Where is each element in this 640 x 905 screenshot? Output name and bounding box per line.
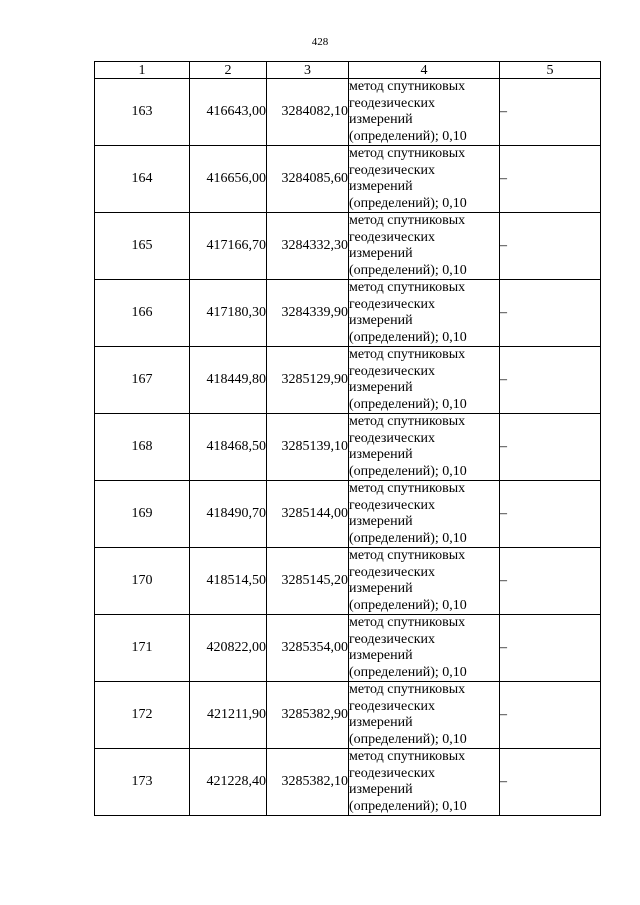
- method-cell: [349, 146, 500, 213]
- method-text-line: измерений: [349, 179, 413, 194]
- method-text-line: измерений: [349, 782, 413, 797]
- point-number-cell: 167: [95, 347, 190, 414]
- note-cell: –: [500, 146, 601, 213]
- method-text-line: (определений); 0,10: [349, 329, 467, 345]
- method-text-line: метод спутниковых: [349, 615, 466, 630]
- x-coordinate-cell: 418514,50: [190, 548, 267, 615]
- column-header-4: 4: [349, 62, 500, 79]
- page-number: 428: [311, 36, 329, 48]
- note-cell: –: [500, 414, 601, 481]
- table-row: [95, 213, 601, 280]
- x-coordinate-cell: 418449,80: [190, 347, 267, 414]
- point-number-cell: 171: [95, 615, 190, 682]
- method-text-line: метод спутниковых: [349, 414, 466, 429]
- note-cell: –: [500, 280, 601, 347]
- method-text-line: метод спутниковых: [349, 548, 466, 563]
- table-row: [95, 548, 601, 615]
- y-coordinate-cell: 3285382,10: [267, 749, 349, 816]
- method-cell: [349, 79, 500, 146]
- note-cell: –: [500, 548, 601, 615]
- column-header-2: 2: [190, 62, 267, 79]
- y-coordinate-cell: 3285354,00: [267, 615, 349, 682]
- method-text-line: геодезических: [349, 497, 436, 513]
- method-text-line: (определений); 0,10: [349, 463, 467, 479]
- y-coordinate-cell: 3285382,90: [267, 682, 349, 749]
- point-number-cell: 163: [95, 79, 190, 146]
- method-text-line: (определений); 0,10: [349, 664, 467, 680]
- method-text-line: геодезических: [349, 229, 436, 245]
- note-cell: –: [500, 749, 601, 816]
- method-text-line: (определений); 0,10: [349, 195, 467, 211]
- x-coordinate-cell: 416643,00: [190, 79, 267, 146]
- method-text-line: (определений); 0,10: [349, 597, 467, 613]
- x-coordinate-cell: 418468,50: [190, 414, 267, 481]
- table-row: [95, 414, 601, 481]
- table-row: [95, 347, 601, 414]
- x-coordinate-cell: 417166,70: [190, 213, 267, 280]
- method-text-line: измерений: [349, 648, 413, 663]
- x-coordinate-cell: 420822,00: [190, 615, 267, 682]
- x-coordinate-cell: 416656,00: [190, 146, 267, 213]
- method-cell: [349, 548, 500, 615]
- y-coordinate-cell: 3285129,90: [267, 347, 349, 414]
- method-cell: [349, 280, 500, 347]
- method-text-line: геодезических: [349, 162, 436, 178]
- method-text-line: геодезических: [349, 765, 436, 781]
- method-text-line: (определений); 0,10: [349, 530, 467, 546]
- method-text-line: измерений: [349, 715, 413, 730]
- note-cell: –: [500, 615, 601, 682]
- method-text-line: геодезических: [349, 296, 436, 312]
- point-number-cell: 165: [95, 213, 190, 280]
- point-number-cell: 164: [95, 146, 190, 213]
- method-cell: [349, 682, 500, 749]
- point-number-cell: 173: [95, 749, 190, 816]
- point-number-cell: 169: [95, 481, 190, 548]
- method-text-line: метод спутниковых: [349, 749, 466, 764]
- method-text-line: (определений); 0,10: [349, 128, 467, 144]
- table-row: [95, 146, 601, 213]
- point-number-cell: 172: [95, 682, 190, 749]
- y-coordinate-cell: 3284082,10: [267, 79, 349, 146]
- method-text-line: измерений: [349, 246, 413, 261]
- method-cell: [349, 347, 500, 414]
- method-text-line: измерений: [349, 313, 413, 328]
- method-text-line: геодезических: [349, 430, 436, 446]
- method-text-line: (определений); 0,10: [349, 396, 467, 412]
- point-number-cell: 170: [95, 548, 190, 615]
- column-header-5: 5: [500, 62, 601, 79]
- method-cell: [349, 213, 500, 280]
- table-row: [95, 682, 601, 749]
- column-header-3: 3: [267, 62, 349, 79]
- note-cell: –: [500, 213, 601, 280]
- method-text-line: измерений: [349, 112, 413, 127]
- table-row: [95, 481, 601, 548]
- method-text-line: геодезических: [349, 564, 436, 580]
- y-coordinate-cell: 3284332,30: [267, 213, 349, 280]
- method-text-line: метод спутниковых: [349, 682, 466, 697]
- method-cell: [349, 615, 500, 682]
- x-coordinate-cell: 421228,40: [190, 749, 267, 816]
- y-coordinate-cell: 3284085,60: [267, 146, 349, 213]
- method-text-line: измерений: [349, 380, 413, 395]
- coordinates-table: [94, 61, 601, 816]
- point-number-cell: 168: [95, 414, 190, 481]
- table-row: [95, 79, 601, 146]
- method-text-line: метод спутниковых: [349, 79, 466, 94]
- x-coordinate-cell: 421211,90: [190, 682, 267, 749]
- method-text-line: (определений); 0,10: [349, 798, 467, 814]
- method-text-line: измерений: [349, 514, 413, 529]
- y-coordinate-cell: 3285144,00: [267, 481, 349, 548]
- y-coordinate-cell: 3285145,20: [267, 548, 349, 615]
- method-text-line: метод спутниковых: [349, 347, 466, 362]
- note-cell: –: [500, 347, 601, 414]
- y-coordinate-cell: 3284339,90: [267, 280, 349, 347]
- method-text-line: геодезических: [349, 95, 436, 111]
- x-coordinate-cell: 418490,70: [190, 481, 267, 548]
- note-cell: –: [500, 682, 601, 749]
- note-cell: –: [500, 481, 601, 548]
- x-coordinate-cell: 417180,30: [190, 280, 267, 347]
- point-number-cell: 166: [95, 280, 190, 347]
- method-text-line: измерений: [349, 447, 413, 462]
- method-cell: [349, 414, 500, 481]
- method-text-line: метод спутниковых: [349, 481, 466, 496]
- method-text-line: метод спутниковых: [349, 213, 466, 228]
- table-header-row: [95, 62, 601, 79]
- method-text-line: геодезических: [349, 631, 436, 647]
- table-row: [95, 280, 601, 347]
- method-text-line: метод спутниковых: [349, 146, 466, 161]
- note-cell: –: [500, 79, 601, 146]
- method-text-line: измерений: [349, 581, 413, 596]
- method-text-line: метод спутниковых: [349, 280, 466, 295]
- method-cell: [349, 749, 500, 816]
- table-body: [95, 79, 601, 816]
- method-text-line: (определений); 0,10: [349, 731, 467, 747]
- column-header-1: 1: [95, 62, 190, 79]
- method-text-line: (определений); 0,10: [349, 262, 467, 278]
- method-text-line: геодезических: [349, 363, 436, 379]
- method-text-line: геодезических: [349, 698, 436, 714]
- table-row: [95, 615, 601, 682]
- method-cell: [349, 481, 500, 548]
- table-row: [95, 749, 601, 816]
- y-coordinate-cell: 3285139,10: [267, 414, 349, 481]
